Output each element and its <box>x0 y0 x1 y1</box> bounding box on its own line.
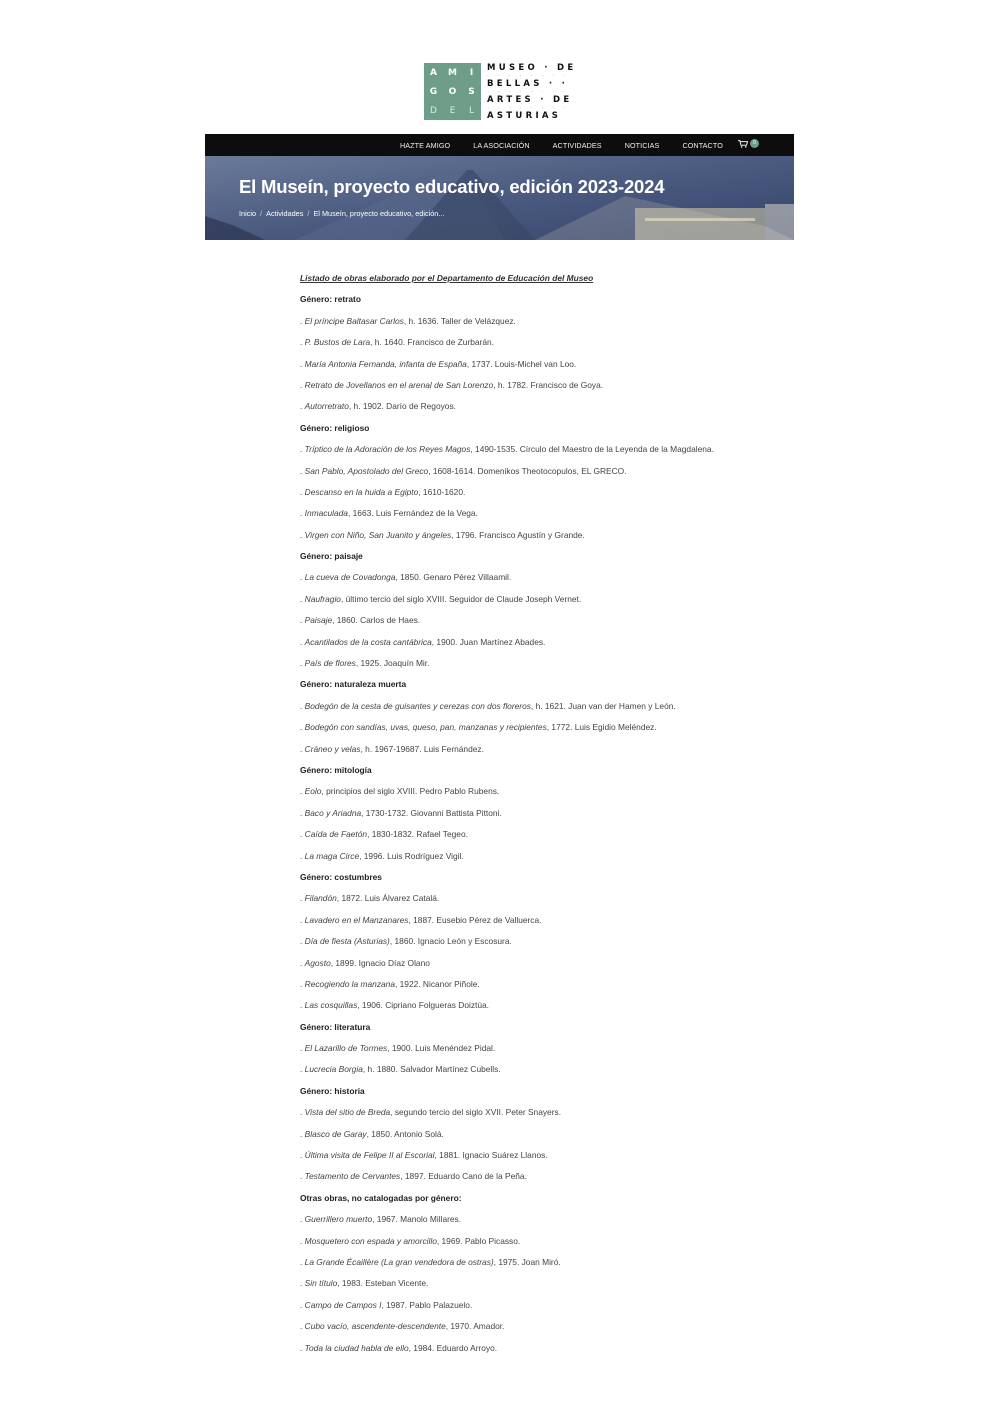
artwork-details: , 1984. Eduardo Arroyo. <box>408 1342 498 1353</box>
artwork-details: , 1897. Eduardo Cano de la Peña. <box>400 1171 527 1182</box>
list-bullet: . <box>300 1214 305 1225</box>
artwork-details: , segundo tercio del siglo XVII. Peter Snayers. <box>390 1107 562 1118</box>
breadcrumb <box>239 209 444 218</box>
artwork-title: Baco y Ariadna <box>304 807 362 818</box>
nav-item-noticias[interactable]: NOTICIAS <box>624 140 660 150</box>
cart-button[interactable] <box>738 139 759 148</box>
genre-heading: Género: naturaleza muerta <box>300 679 407 690</box>
list-bullet: . <box>300 636 305 647</box>
artwork-title: Campo de Campos I <box>304 1299 382 1310</box>
logo-letter: M <box>448 67 457 78</box>
list-bullet: . <box>300 743 305 754</box>
artwork-item <box>300 1211 780 1232</box>
artwork-details: , 1860. Ignacio León y Escosura. <box>389 936 512 947</box>
artwork-details: , 1881. Ignacio Suárez Llanos. <box>434 1150 548 1161</box>
logo-text-line: MUSEO · DE <box>487 63 577 73</box>
genre-heading: Otras obras, no catalogadas por género: <box>300 1192 462 1203</box>
artwork-details: , 1975. Joan Miró. <box>493 1256 561 1267</box>
artwork-title: Blasco de Garay <box>304 1128 367 1139</box>
artwork-title: Lucrecia Borgia <box>304 1064 363 1075</box>
logo-letter: G <box>429 86 438 97</box>
artwork-item <box>300 612 780 633</box>
list-bullet: . <box>300 1064 305 1075</box>
artwork-details: , último tercio del siglo XVIII. Seguidor de Claude Joseph Vernet. <box>340 593 582 604</box>
artwork-title: Cubo vacío, ascendente-descendente <box>304 1321 446 1332</box>
artwork-item <box>300 441 780 462</box>
artwork-title: El Lazarillo de Tormes <box>304 1043 388 1054</box>
nav-item-la-asociacion[interactable]: LA ASOCIACIÓN <box>473 140 530 150</box>
artwork-item <box>300 933 780 954</box>
artwork-item <box>300 1254 780 1275</box>
list-bullet: . <box>300 1235 305 1246</box>
list-bullet: . <box>300 829 305 840</box>
page-hero <box>205 156 794 240</box>
artwork-details: , principios del siglo XVIII. Pedro Pablo Rubens. <box>321 786 500 797</box>
artwork-item <box>300 1126 780 1147</box>
main-navigation <box>205 134 794 156</box>
logo-text-line: ASTURIAS <box>487 111 562 121</box>
artwork-title: Inmaculada <box>304 508 348 519</box>
intro-heading: Listado de obras elaborado por el Departamento de Educación del Museo <box>300 273 594 283</box>
artwork-title: Naufragio <box>304 593 341 604</box>
artwork-details: , 1969. Pablo Picasso. <box>436 1235 521 1246</box>
artwork-title: Toda la ciudad habla de ello <box>304 1342 409 1353</box>
list-bullet: . <box>300 1278 305 1289</box>
list-bullet: . <box>300 508 305 519</box>
logo-text-line: ARTES · DE <box>487 95 573 105</box>
artwork-details: , 1850. Antonio Solá. <box>366 1128 444 1139</box>
list-bullet: . <box>300 914 305 925</box>
artwork-item <box>300 1233 780 1254</box>
artwork-title: Cráneo y velas <box>304 743 361 754</box>
nav-item-hazte-amigo[interactable]: HAZTE AMIGO <box>400 140 451 150</box>
logo-mark <box>424 63 481 120</box>
artwork-details: , 1900. Juan Martínez Abades. <box>431 636 546 647</box>
list-bullet: . <box>300 401 305 412</box>
artwork-details: , h. 1902. Darío de Regoyos. <box>348 401 456 412</box>
logo-wordmark <box>487 64 577 121</box>
artwork-title: Acantilados de la costa cantábrica <box>304 636 432 647</box>
cart-icon <box>738 140 748 148</box>
logo-dot-row: · · · · · · · · <box>487 105 569 111</box>
artwork-title: Autorretrato <box>304 401 349 412</box>
artwork-item <box>300 741 780 762</box>
list-bullet: . <box>300 615 305 626</box>
artwork-title: Virgen con Niño, San Juanito y ángeles <box>304 529 452 540</box>
list-bullet: . <box>300 1150 305 1161</box>
artwork-item <box>300 890 780 911</box>
artwork-details: , h. 1621. Juan van der Hamen y León. <box>530 700 676 711</box>
artwork-title: Día de fiesta (Asturias) <box>304 936 390 947</box>
artwork-title: La Grande Écaillère (La gran vendedora de ostras) <box>304 1256 494 1267</box>
artwork-details: , 1970. Amador. <box>445 1321 505 1332</box>
nav-item-contacto[interactable]: CONTACTO <box>682 140 723 150</box>
artwork-item <box>300 1340 780 1361</box>
list-bullet: . <box>300 1043 305 1054</box>
artwork-item <box>300 976 780 997</box>
artwork-title: Retrato de Jovellanos en el arenal de San Lorenzo <box>304 379 494 390</box>
artwork-item <box>300 848 780 869</box>
genre-heading: Género: costumbres <box>300 871 382 882</box>
artwork-item <box>300 356 780 377</box>
artwork-details: , 1922. Nicanor Piñole. <box>394 978 480 989</box>
list-bullet: . <box>300 700 305 711</box>
list-bullet: . <box>300 572 305 583</box>
list-bullet: . <box>300 936 305 947</box>
genre-heading: Género: retrato <box>300 294 361 305</box>
artwork-details: , h. 1782. Francisco de Goya. <box>493 379 604 390</box>
breadcrumb-separator: / <box>260 209 263 218</box>
artwork-details: , 1737. Louis-Michel van Loo. <box>466 358 577 369</box>
breadcrumb-item: El Museín, proyecto educativo, edición... <box>313 209 445 218</box>
artwork-details: , 1872. Luis Álvarez Catalá. <box>336 893 440 904</box>
artwork-item <box>300 955 780 976</box>
artwork-details: , 1899. Ignacio Díaz Olano <box>330 957 430 968</box>
site-logo[interactable] <box>424 63 577 121</box>
logo-text-line: BELLAS · · <box>487 79 569 89</box>
logo-letter: O <box>448 86 457 97</box>
artwork-title: P. Bustos de Lara <box>304 337 371 348</box>
genre-heading: Género: literatura <box>300 1021 371 1032</box>
list-bullet: . <box>300 1128 305 1139</box>
genre-heading: Género: mitología <box>300 764 372 775</box>
artwork-details: , 1610-1620. <box>418 486 466 497</box>
list-bullet: . <box>300 593 305 604</box>
artwork-details: , 1967. Manolo Millares. <box>372 1214 462 1225</box>
artwork-item <box>300 591 780 612</box>
artwork-details: , 1772. Luis Egidio Meléndez. <box>546 722 657 733</box>
list-bullet: . <box>300 658 305 669</box>
artwork-details: , 1983. Esteban Vicente. <box>337 1278 429 1289</box>
artwork-item <box>300 484 780 505</box>
artwork-item <box>300 1297 780 1318</box>
artwork-details: , h. 1636. Taller de Velázquez. <box>403 315 516 326</box>
artwork-details: , 1887. Eusebio Pérez de Valluerca. <box>408 914 542 925</box>
artwork-title: El príncipe Baltasar Carlos <box>304 315 404 326</box>
list-bullet: . <box>300 1342 305 1353</box>
artwork-title: Mosquetero con espada y amorcillo <box>304 1235 437 1246</box>
artwork-item <box>300 997 780 1018</box>
logo-letter: L <box>468 105 474 116</box>
artwork-details: , 1490-1535. Círculo del Maestro de la Leyenda de la Magdalena. <box>470 444 714 455</box>
cart-count-badge: 0 <box>750 139 759 148</box>
artwork-item <box>300 1061 780 1082</box>
artwork-title: Bodegón de la cesta de guisantes y cerezas con dos floreros <box>304 700 531 711</box>
artwork-item <box>300 505 780 526</box>
list-bullet: . <box>300 529 305 540</box>
breadcrumb-separator: / <box>307 209 310 218</box>
list-bullet: . <box>300 465 305 476</box>
artwork-title: Las cosquillas <box>304 1000 358 1011</box>
artwork-details: , 1730-1732. Giovanni Battista Pittoni. <box>361 807 502 818</box>
logo-dot-row: · · · · · · · · <box>487 73 569 79</box>
logo-letter: I <box>469 67 474 78</box>
artwork-title: Agosto <box>304 957 331 968</box>
list-bullet: . <box>300 1000 305 1011</box>
artwork-item <box>300 1147 780 1168</box>
list-bullet: . <box>300 1256 305 1267</box>
artwork-title: Última visita de Felipe II al Escorial <box>304 1150 435 1161</box>
artwork-title: Caída de Faetón <box>304 829 368 840</box>
artwork-details: , 1996. Luis Rodríguez Vigil. <box>359 850 464 861</box>
artwork-item <box>300 1168 780 1189</box>
artwork-title: Tríptico de la Adoración de los Reyes Magos <box>304 444 471 455</box>
artwork-details: , 1663. Luis Fernández de la Vega. <box>347 508 478 519</box>
logo-letter: A <box>430 67 437 78</box>
nav-item-actividades[interactable]: ACTIVIDADES <box>552 140 602 150</box>
artwork-details: , h. 1880. Salvador Martínez Cubells. <box>362 1064 501 1075</box>
list-bullet: . <box>300 1321 305 1332</box>
artwork-title: Descanso en la huida a Egipto <box>304 486 419 497</box>
artwork-title: Testamento de Cervantes <box>304 1171 401 1182</box>
artwork-details: , 1796. Francisco Agustín y Grande. <box>451 529 585 540</box>
list-bullet: . <box>300 379 305 390</box>
artwork-details: , 1608-1614. Domenikos Theotocopulos, EL GRECO. <box>428 465 627 476</box>
artwork-title: País de flores <box>304 658 356 669</box>
list-bullet: . <box>300 957 305 968</box>
genre-heading: Género: religioso <box>300 422 370 433</box>
logo-dot-row: · · · · · · · · <box>487 89 569 95</box>
artwork-details: , 1850. Genaro Pérez Villaamil. <box>395 572 512 583</box>
artwork-item <box>300 912 780 933</box>
artwork-item <box>300 398 780 419</box>
list-bullet: . <box>300 315 305 326</box>
list-bullet: . <box>300 444 305 455</box>
artwork-item <box>300 334 780 355</box>
list-bullet: . <box>300 1107 305 1118</box>
artwork-item <box>300 719 780 740</box>
artwork-item <box>300 1318 780 1339</box>
artwork-title: María Antonia Fernanda, infanta de España <box>304 358 467 369</box>
artwork-title: Recogiendo la manzana <box>304 978 395 989</box>
artwork-title: Filandón <box>304 893 337 904</box>
logo-letter: E <box>449 105 456 116</box>
artwork-details: , h. 1967-19687. Luis Fernández. <box>360 743 484 754</box>
artwork-title: Vista del sitio de Breda <box>304 1107 391 1118</box>
artwork-item <box>300 313 780 334</box>
artwork-title: La cueva de Covadonga <box>304 572 396 583</box>
artwork-details: , h. 1640. Francisco de Zurbarán. <box>370 337 494 348</box>
list-bullet: . <box>300 850 305 861</box>
artwork-details: , 1860. Carlos de Haes. <box>332 615 421 626</box>
artwork-details: , 1925. Joaquín Mir. <box>355 658 430 669</box>
list-bullet: . <box>300 337 305 348</box>
artwork-item <box>300 1040 780 1061</box>
page-title: El Museín, proyecto educativo, edición 2023-2024 <box>239 176 665 197</box>
artwork-details: , 1900. Luis Menéndez Pidal. <box>387 1043 496 1054</box>
artwork-item <box>300 805 780 826</box>
artwork-item <box>300 826 780 847</box>
logo-letter: D <box>430 105 437 116</box>
works-list <box>300 270 780 1361</box>
artwork-title: Bodegón con sandías, uvas, queso, pan, manzanas y recipientes <box>304 722 547 733</box>
list-bullet: . <box>300 358 305 369</box>
list-bullet: . <box>300 893 305 904</box>
hero-background-image <box>205 156 794 240</box>
list-bullet: . <box>300 722 305 733</box>
logo-letter: S <box>468 86 475 97</box>
list-bullet: . <box>300 1299 305 1310</box>
artwork-details: , 1906. Cipriano Folgueras Doiztúa. <box>357 1000 490 1011</box>
artwork-item <box>300 377 780 398</box>
artwork-title: Sin título <box>304 1278 338 1289</box>
breadcrumb-item[interactable]: Inicio <box>239 209 257 218</box>
list-bullet: . <box>300 786 305 797</box>
artwork-item <box>300 1104 780 1125</box>
artwork-item <box>300 463 780 484</box>
artwork-item <box>300 783 780 804</box>
artwork-item <box>300 569 780 590</box>
list-bullet: . <box>300 978 305 989</box>
artwork-item <box>300 527 780 548</box>
artwork-details: , 1830-1832. Rafael Tegeo. <box>367 829 468 840</box>
artwork-item <box>300 655 780 676</box>
artwork-title: Paisaje <box>304 615 333 626</box>
list-bullet: . <box>300 486 305 497</box>
list-bullet: . <box>300 1171 305 1182</box>
artwork-title: La maga Circe <box>304 850 360 861</box>
list-bullet: . <box>300 807 305 818</box>
artwork-item <box>300 698 780 719</box>
artwork-title: Lavadero en el Manzanares <box>304 914 409 925</box>
artwork-title: Guerrillero muerto <box>304 1214 373 1225</box>
genre-heading: Género: paisaje <box>300 551 363 562</box>
artwork-title: San Pablo, Apostolado del Greco <box>304 465 429 476</box>
breadcrumb-item[interactable]: Actividades <box>266 209 304 218</box>
genre-heading: Género: historia <box>300 1085 365 1096</box>
artwork-title: Eolo <box>304 786 322 797</box>
artwork-item <box>300 634 780 655</box>
artwork-item <box>300 1275 780 1296</box>
artwork-details: , 1987. Pablo Palazuelo. <box>381 1299 473 1310</box>
nav-menu <box>400 134 746 156</box>
